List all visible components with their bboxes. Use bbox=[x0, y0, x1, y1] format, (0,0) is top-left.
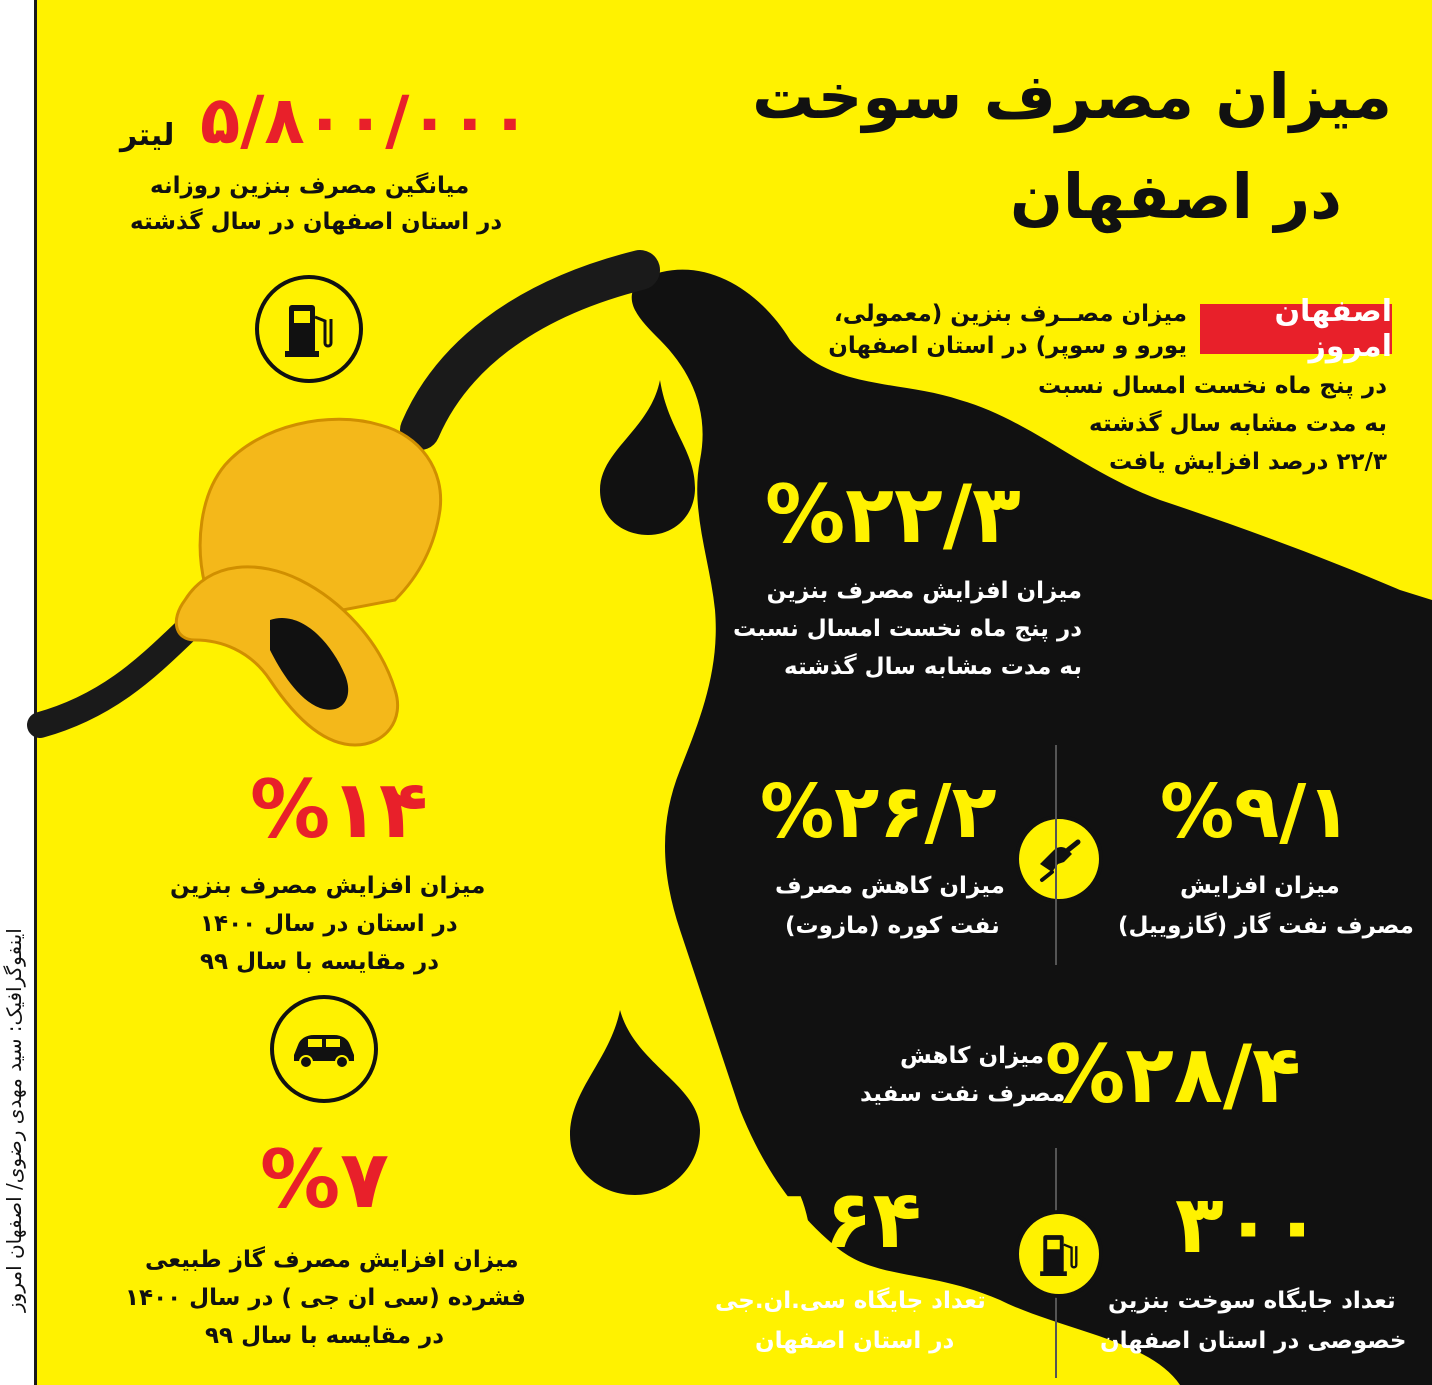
stat-9-1-line-1: میزان افزایش bbox=[1180, 873, 1340, 899]
stat-14-value: %۱۴ bbox=[250, 763, 428, 856]
stat-7-line-1: میزان افزایش مصرف گاز طبیعی bbox=[145, 1247, 519, 1273]
stat-26-2-value: %۲۶/۲ bbox=[760, 769, 997, 855]
daily-gasoline-value: ۵/۸۰۰/۰۰۰ bbox=[200, 82, 531, 159]
intro-line-2: یورو و سوپر) در استان اصفهان bbox=[828, 333, 1187, 359]
stat-26-2-line-1: میزان کاهش مصرف bbox=[775, 873, 1005, 899]
fuel-pump-icon bbox=[255, 275, 363, 383]
page-title-line-1: میزان مصرف سوخت bbox=[752, 60, 1392, 133]
stat-14-line-1: میزان افزایش مصرف بنزین bbox=[170, 873, 486, 899]
stat-9-1-value: %۹/۱ bbox=[1160, 769, 1352, 855]
divider-1 bbox=[1055, 745, 1057, 965]
stat-28-4-value: %۲۸/۴ bbox=[1045, 1028, 1301, 1121]
stat-22-3-line-3: به مدت مشابه سال گذشته bbox=[784, 654, 1082, 680]
stat-14-line-3: در مقایسه با سال ۹۹ bbox=[200, 949, 440, 975]
oil-drop-1 bbox=[600, 380, 695, 535]
fuel-nozzle-icon bbox=[1015, 815, 1103, 903]
fuel-pump-icon-bottom bbox=[1015, 1210, 1103, 1298]
stat-164-value: ۱۶۴ bbox=[775, 1173, 922, 1266]
stat-300-value: ۳۰۰ bbox=[1175, 1178, 1322, 1271]
daily-gasoline-unit: لیتر bbox=[120, 118, 175, 153]
stat-164-line-1: تعداد جایگاه سی.ان.جی bbox=[715, 1288, 986, 1314]
oil-drop-2 bbox=[570, 1010, 700, 1195]
stat-22-3-line-1: میزان افزایش مصرف بنزین bbox=[766, 578, 1082, 604]
stat-300-line-2: خصوصی در استان اصفهان bbox=[1100, 1328, 1407, 1354]
page-title-line-2: در اصفهان bbox=[1009, 160, 1342, 233]
stat-28-4-line-2: مصرف نفت سفید bbox=[860, 1081, 1066, 1107]
intro-line-4: به مدت مشابه سال گذشته bbox=[1089, 411, 1387, 437]
stat-7-value: %۷ bbox=[260, 1133, 389, 1226]
intro-line-3: در پنج ماه نخست امسال نسبت bbox=[1038, 373, 1387, 399]
stat-22-3-line-2: در پنج ماه نخست امسال نسبت bbox=[733, 616, 1082, 642]
car-icon bbox=[270, 995, 378, 1103]
stat-22-3-value: %۲۲/۳ bbox=[765, 468, 1021, 561]
daily-gasoline-line-2: در استان اصفهان در سال گذشته bbox=[130, 209, 503, 235]
credit-text: اینفوگرافیک: سید مهدی رضوی/ اصفهان امروز bbox=[2, 928, 26, 1312]
stat-300-line-1: تعداد جایگاه سوخت بنزین bbox=[1108, 1288, 1396, 1314]
daily-gasoline-line-1: میانگین مصرف بنزین روزانه bbox=[150, 173, 470, 199]
stat-7-line-2: فشرده (سی ان جی ) در سال ۱۴۰۰ bbox=[125, 1285, 526, 1311]
intro-line-1: میزان مصــرف بنزین (معمولی، bbox=[833, 301, 1187, 327]
stat-28-4-line-1: میزان کاهش bbox=[900, 1043, 1044, 1069]
stat-26-2-line-2: نفت کوره (مازوت) bbox=[785, 913, 1000, 939]
nozzle-spout bbox=[420, 270, 640, 430]
intro-line-5: ۲۲/۳ درصد افزایش یافت bbox=[1108, 449, 1387, 475]
stat-9-1-line-2: مصرف نفت گاز (گازوییل) bbox=[1118, 913, 1414, 939]
stat-14-line-2: در استان در سال ۱۴۰۰ bbox=[200, 911, 458, 937]
stat-164-line-2: در استان اصفهان bbox=[755, 1328, 955, 1354]
publisher-logo: اصفهان امروز bbox=[1200, 304, 1392, 354]
stat-7-line-3: در مقایسه با سال ۹۹ bbox=[205, 1323, 445, 1349]
